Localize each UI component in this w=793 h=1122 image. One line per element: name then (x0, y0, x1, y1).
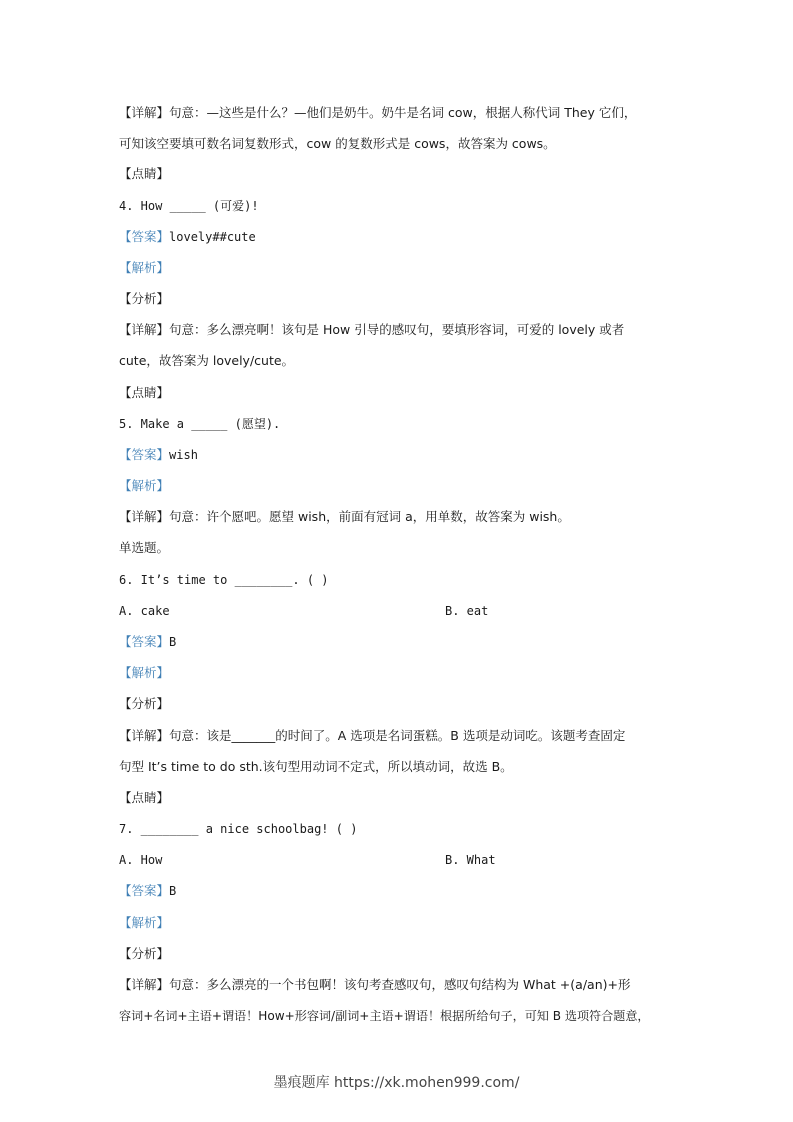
detail-tag: 【详解】 (119, 509, 170, 524)
answer-text: lovely##cute (169, 230, 256, 244)
detail-tag: 【详解】 (119, 322, 170, 337)
section-heading: 单选题。 (119, 540, 170, 555)
q6-answer (119, 634, 176, 650)
detail-text: 句意：—这些是什么？—他们是奶牛。奶牛是名词 cow，根据人称代词 They 它们， (169, 105, 637, 120)
q6-detail-line2: 句型 It’s time to do sth.该句型用动词不定式，所以填动词，故选 B。 (119, 759, 513, 774)
q4-answer (119, 229, 256, 245)
q5-answer (119, 447, 198, 463)
q7-jiexi: 【解析】 (119, 915, 170, 930)
q4-dianjing: 【点睛】 (119, 385, 170, 400)
q4-detail-line1 (119, 322, 624, 338)
q3-detail-line2: 可知该空要填可数名词复数形式，cow 的复数形式是 cows，故答案为 cows。 (119, 136, 556, 151)
q7-answer (119, 883, 176, 899)
answer-text: B (169, 884, 177, 898)
detail-text: 句意：多么漂亮啊！该句是 How 引导的感叹句，要填形容词，可爱的 lovely 或者 (169, 322, 625, 337)
detail-tag: 【详解】 (119, 105, 170, 120)
q4-stem: 4. How _____ (可爱)! (119, 199, 259, 213)
detail-tag: 【详解】 (119, 728, 170, 743)
answer-text: wish (169, 448, 198, 462)
q6-option-b: B. eat (445, 604, 489, 618)
q4-jiexi: 【解析】 (119, 260, 170, 275)
detail-text: 句意：多么漂亮的一个书包啊！该句考查感叹句，感叹句结构为 What +(a/an)+形 (169, 977, 631, 992)
q3-detail-line1 (119, 105, 636, 121)
answer-tag: 【答案】 (119, 447, 170, 462)
answer-text: B (169, 635, 177, 649)
q7-fenxi: 【分析】 (119, 946, 170, 961)
q4-detail-line2: cute，故答案为 lovely/cute。 (119, 353, 295, 368)
answer-tag: 【答案】 (119, 229, 170, 244)
q3-dianjing: 【点睛】 (119, 166, 170, 181)
q7-detail-line2: 容词+名词+主语+谓语！How+形容词/副词+主语+谓语！根据所给句子，可知 B 选项符合题意， (119, 1009, 650, 1023)
detail-text: 句意：该是_______的时间了。A 选项是名词蛋糕。B 选项是动词吃。该题考查固定 (169, 728, 626, 743)
q6-detail-line1 (119, 728, 625, 744)
q6-dianjing: 【点睛】 (119, 790, 170, 805)
q7-stem: 7. ________ a nice schoolbag! ( ) (119, 822, 358, 836)
q6-jiexi: 【解析】 (119, 665, 170, 680)
q7-option-b: B. What (445, 853, 496, 867)
q6-stem: 6. It’s time to ________. ( ) (119, 573, 329, 587)
q4-fenxi: 【分析】 (119, 291, 170, 306)
answer-tag: 【答案】 (119, 634, 170, 649)
q7-option-a: A. How (119, 853, 163, 867)
q5-detail-line1 (119, 509, 570, 525)
q6-fenxi: 【分析】 (119, 696, 170, 711)
q5-stem: 5. Make a _____ (愿望). (119, 417, 281, 431)
q6-option-a: A. cake (119, 604, 170, 618)
footer-watermark: 墨痕题库 https://xk.mohen999.com/ (273, 1075, 520, 1091)
detail-tag: 【详解】 (119, 977, 170, 992)
q7-detail-line1 (119, 977, 630, 993)
detail-text: 句意：许个愿吧。愿望 wish，前面有冠词 a，用单数，故答案为 wish。 (169, 509, 570, 524)
q5-jiexi: 【解析】 (119, 478, 170, 493)
answer-tag: 【答案】 (119, 883, 170, 898)
